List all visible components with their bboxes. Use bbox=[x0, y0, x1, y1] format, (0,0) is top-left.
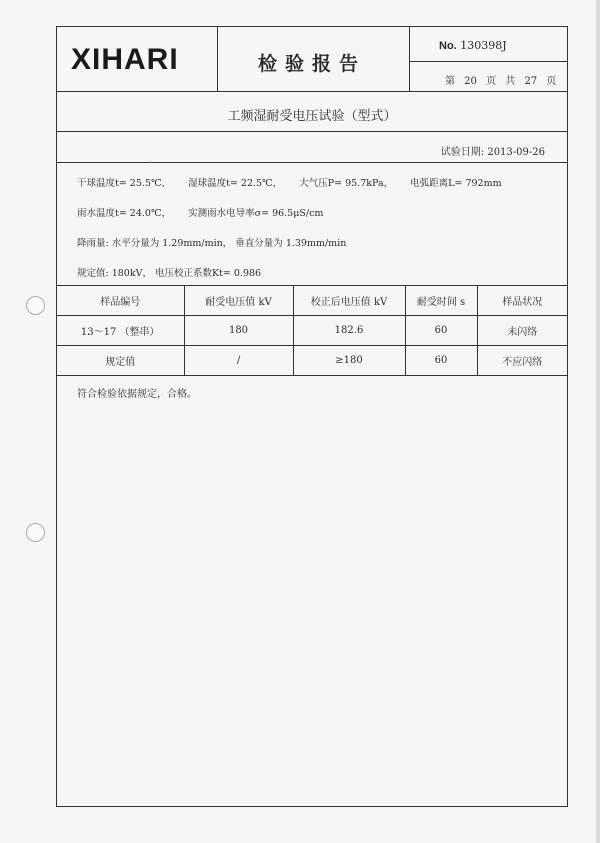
arc-distance: 电弧距离L= 792mm bbox=[410, 178, 502, 189]
cell-withstand-voltage: / bbox=[184, 346, 293, 376]
binder-hole bbox=[26, 296, 45, 315]
date-bottom-line bbox=[57, 162, 567, 163]
col-withstand-time: 耐受时间 s bbox=[405, 286, 477, 316]
table-header-row bbox=[57, 286, 567, 316]
col-withstand-voltage: 耐受电压值 kV bbox=[184, 286, 293, 316]
report-number-value: 130398J bbox=[460, 39, 507, 52]
col-sample-id: 样品编号 bbox=[57, 286, 184, 316]
table-row bbox=[57, 316, 567, 346]
wet-temperature: 湿球温度t= 22.5℃， bbox=[188, 178, 283, 189]
report-frame bbox=[56, 26, 568, 807]
header-bottom-line bbox=[57, 91, 567, 92]
dry-temperature: 干球温度t= 25.5℃， bbox=[77, 178, 172, 189]
rain-temperature: 雨水温度t= 24.0℃， bbox=[77, 208, 172, 219]
company-logo: XIHARI bbox=[71, 43, 179, 76]
table-row bbox=[57, 346, 567, 376]
test-title: 工频湿耐受电压试验（型式） bbox=[227, 109, 397, 124]
cell-sample-status: 未闪络 bbox=[477, 316, 567, 346]
rain-conductivity: 实测雨水电导率σ= 96.5μS/cm bbox=[188, 208, 324, 219]
cell-sample-id: 规定值 bbox=[57, 346, 184, 376]
title-bottom-line bbox=[57, 131, 567, 132]
cell-sample-status: 不应闪络 bbox=[477, 346, 567, 376]
report-title: 检验报告 bbox=[257, 53, 366, 75]
report-number bbox=[439, 39, 507, 52]
cell-withstand-voltage: 180 bbox=[184, 316, 293, 346]
header-divider bbox=[409, 27, 410, 91]
scan-speck: ° bbox=[149, 161, 152, 168]
conditions-line-2 bbox=[77, 205, 337, 219]
conclusion-text: 符合检验依据规定，合格。 bbox=[77, 389, 197, 400]
results-table bbox=[57, 285, 567, 376]
col-corrected-voltage: 校正后电压值 kV bbox=[293, 286, 405, 316]
header-divider bbox=[409, 61, 567, 62]
cell-withstand-time: 60 bbox=[405, 316, 477, 346]
page-edge bbox=[596, 0, 600, 843]
report-number-label: No. bbox=[439, 40, 457, 52]
rain-rate: 降雨量: 水平分量为 1.29mm/min， 垂直分量为 1.39mm/min bbox=[77, 238, 347, 249]
cell-corrected-voltage: ≥180 bbox=[293, 346, 405, 376]
test-date: 试验日期: 2013-09-26 bbox=[440, 147, 545, 158]
conditions-line-1 bbox=[77, 175, 516, 189]
col-sample-status: 样品状况 bbox=[477, 286, 567, 316]
cell-sample-id: 13～17 （整串） bbox=[57, 316, 184, 346]
cell-withstand-time: 60 bbox=[405, 346, 477, 376]
page-count: 第 20 页 共 27 页 bbox=[445, 76, 557, 87]
cell-corrected-voltage: 182.6 bbox=[293, 316, 405, 346]
binder-hole bbox=[26, 523, 45, 542]
air-pressure: 大气压P= 95.7kPa， bbox=[299, 178, 394, 189]
specified-value: 规定值: 180kV， 电压校正系数Kt= 0.986 bbox=[77, 268, 262, 279]
